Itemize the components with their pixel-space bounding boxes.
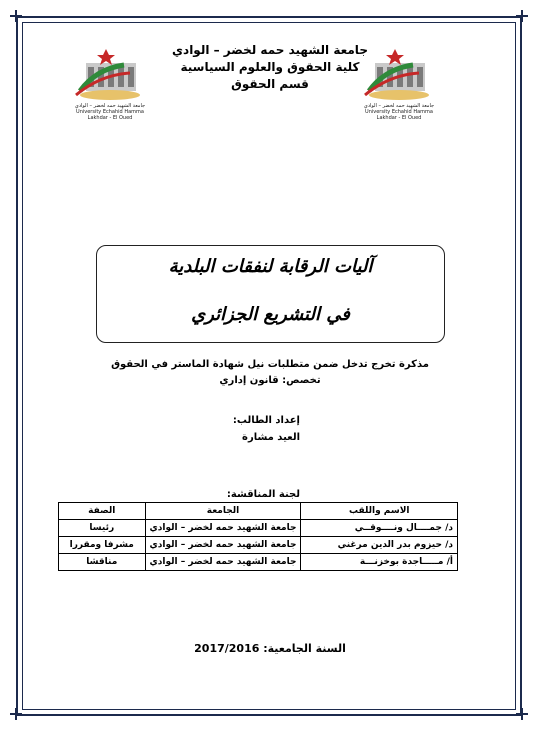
student-name: العيد مشارة [242, 432, 300, 443]
memo-description [80, 357, 460, 389]
department-name: قسم الحقوق [231, 77, 309, 91]
column-header-name: الاسم واللقب [301, 503, 458, 520]
table-row [59, 537, 458, 554]
member-role: مشرفا ومقررا [59, 537, 146, 554]
academic-year: السنة الجامعية: 2017/2016 [194, 642, 346, 655]
column-header-university: الجامعة [145, 503, 301, 520]
university-name: جامعة الشهيد حمه لخضر – الوادي [172, 43, 368, 57]
student-label: إعداد الطالب: [232, 415, 300, 426]
thesis-title-box [96, 245, 445, 343]
logo-caption-en: University Echahid Hamma Lakhdar - El Oued [365, 109, 433, 121]
thesis-title-line2: في التشريع الجزائري [191, 304, 350, 325]
member-university: جامعة الشهيد حمه لخضر – الوادي [145, 554, 301, 571]
memo-purpose: مذكرة تخرج تدخل ضمن متطلبات نيل شهادة الماستر في الحقوق [111, 359, 429, 370]
table-row [59, 554, 458, 571]
faculty-name: كلية الحقوق والعلوم السياسية [180, 60, 360, 74]
member-name: أ/ مـــــاجدة بوخزنـــة [301, 554, 458, 571]
committee-table [58, 502, 458, 571]
member-university: جامعة الشهيد حمه لخضر – الوادي [145, 520, 301, 537]
table-row [59, 520, 458, 537]
table-header-row [59, 503, 458, 520]
corner-ornament [10, 10, 22, 22]
member-name: د/ جمــــال ونــــوقــي [301, 520, 458, 537]
corner-ornament [10, 708, 22, 720]
member-university: جامعة الشهيد حمه لخضر – الوادي [145, 537, 301, 554]
logo-caption-ar: جامعة الشهيد حمه لخضر – الوادي [74, 103, 146, 109]
corner-ornament [516, 708, 528, 720]
column-header-role: الصفة [59, 503, 146, 520]
member-name: د/ حيزوم بدر الدين مرغني [301, 537, 458, 554]
memo-specialty: تخصص: قانون إداري [219, 375, 321, 386]
member-role: رئيسا [59, 520, 146, 537]
member-role: مناقشا [59, 554, 146, 571]
university-logo-icon [66, 45, 154, 103]
university-logo-left [66, 45, 154, 121]
logo-caption-ar: جامعة الشهيد حمه لخضر – الوادي [363, 103, 435, 109]
committee-label: لجنة المناقشة: [226, 489, 300, 500]
logo-caption-en: University Echahid Hamma Lakhdar - El Oued [76, 109, 144, 121]
student-block [150, 412, 300, 446]
thesis-title-line1: آليات الرقابة لنفقات البلدية [168, 256, 373, 277]
institution-header [150, 42, 390, 93]
corner-ornament [516, 10, 528, 22]
